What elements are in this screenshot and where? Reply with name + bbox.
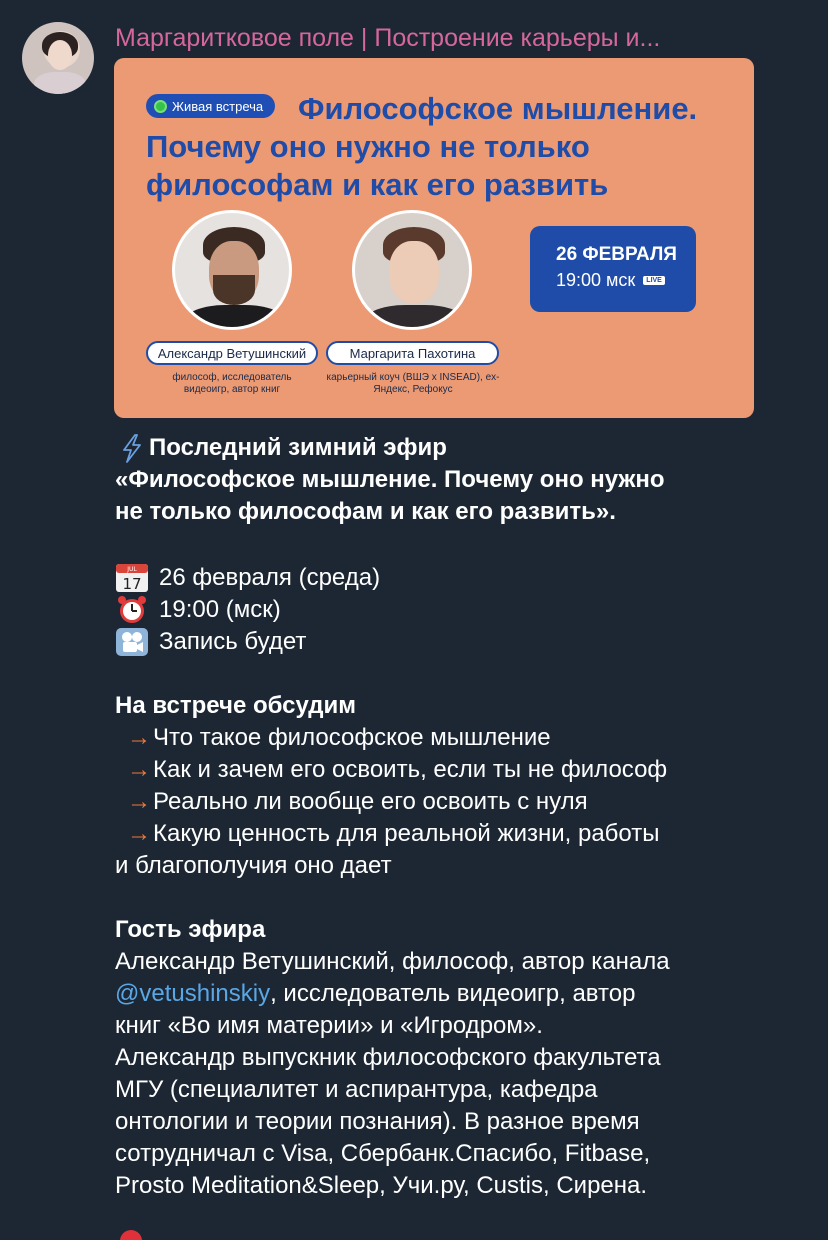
lightning-icon [115,433,149,463]
guest-section: Гость эфира Александр Ветушинский, философ, автор канала @vetushinskiy , исследователь видеоигр, автор книг «Во имя материи» и «Игродром». Александр выпускник философского факультета МГУ (специалитет и аспирантура, кафедра онтологии и теории познания). В разное время сотрудничал с Visa, Сбербанк.Спасибо, Fitbase, Prosto Meditation&Sleep, Учи.ру, Custis, Сирена. [115,914,815,1202]
speaker-photo-1 [172,210,292,330]
event-date-line: 26 февраля (среда) [159,564,381,591]
event-time: 19:00 мск [556,270,636,290]
discussion-section [115,690,815,882]
arrow-right-icon: → [127,756,151,783]
live-badge: Живая встреча [146,94,275,118]
recording-line: Запись будет [159,628,307,655]
list-item-continuation: и благополучия оно дает [115,852,392,879]
channel-avatar[interactable] [22,22,94,94]
pin-emoji-icon [120,1230,142,1240]
message-intro: Последний зимний эфир «Философское мышление. Почему оно нужно не только философам и как его развить». [115,434,665,525]
event-date: 26 ФЕВРАЛЯ [556,244,677,265]
live-dot-icon [154,100,167,113]
speaker-name-2: Маргарита Пахотина [326,341,499,365]
guest-mention-link[interactable]: @vetushinskiy [115,980,271,1007]
movie-camera-icon [115,627,149,657]
event-time-line: 19:00 (мск) [159,596,281,623]
alarm-clock-icon [115,595,149,625]
live-tag: LIVE [643,276,665,285]
guest-heading: Гость эфира [115,916,266,943]
arrow-right-icon: → [127,788,151,815]
speaker-bio-2: карьерный коуч (ВШЭ x INSEAD), ex-Яндекс, Рефокус [326,372,500,395]
event-details [115,562,815,658]
svg-text:17: 17 [122,575,142,593]
calendar-icon [115,563,149,593]
channel-title[interactable]: Маргаритковое поле | Построение карьеры и... [115,24,661,52]
list-item: → Что такое философское мышление [115,722,815,754]
discussion-heading: На встрече обсудим [115,692,356,719]
svg-text:JUL: JUL [127,566,137,573]
list-item: → Как и зачем его освоить, если ты не философ [115,754,815,786]
speaker-photo-2 [352,210,472,330]
speaker-name-1: Александр Ветушинский [146,341,318,365]
event-banner-image[interactable] [114,58,754,418]
speaker-bio-1: философ, исследователь видеоигр, автор книг [172,372,292,395]
list-item: → Реально ли вообще его освоить с нуля [115,786,815,818]
event-date-box [530,226,696,312]
arrow-right-icon: → [127,724,151,751]
list-item: → Какую ценность для реальной жизни, работы [115,818,815,850]
banner-headline: Философское мышление. Почему оно нужно не только философам и как его развить [146,91,698,202]
arrow-right-icon: → [127,820,151,847]
